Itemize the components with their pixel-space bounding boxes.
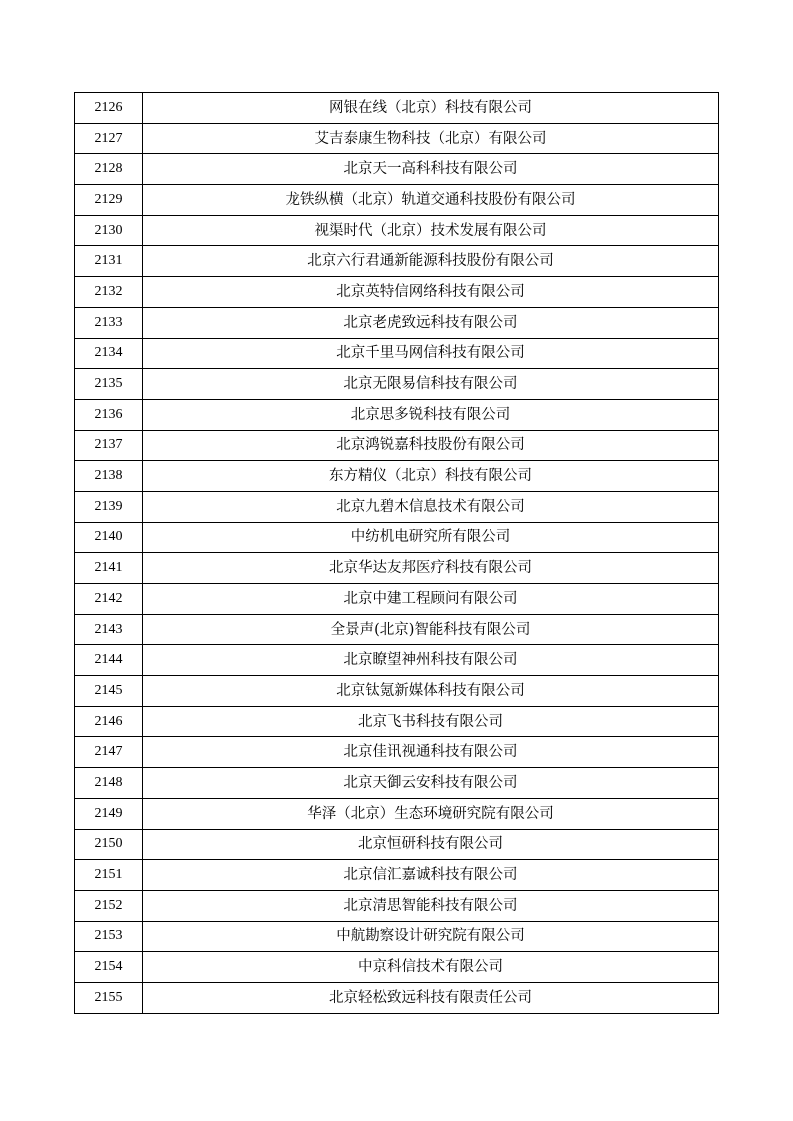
table-body bbox=[75, 93, 719, 1014]
company-name-cell: 视渠时代（北京）技术发展有限公司 bbox=[143, 215, 719, 246]
table-row bbox=[75, 246, 719, 277]
company-name-cell: 北京中建工程顾问有限公司 bbox=[143, 584, 719, 615]
table-row bbox=[75, 522, 719, 553]
row-number-cell: 2140 bbox=[75, 522, 143, 553]
row-number-cell: 2151 bbox=[75, 860, 143, 891]
table-row bbox=[75, 706, 719, 737]
company-name-cell: 北京九碧木信息技术有限公司 bbox=[143, 491, 719, 522]
row-number-cell: 2130 bbox=[75, 215, 143, 246]
table-row bbox=[75, 307, 719, 338]
table-row bbox=[75, 338, 719, 369]
table-row bbox=[75, 123, 719, 154]
row-number-cell: 2154 bbox=[75, 952, 143, 983]
table-row bbox=[75, 829, 719, 860]
company-name-cell: 北京飞书科技有限公司 bbox=[143, 706, 719, 737]
table-row bbox=[75, 399, 719, 430]
row-number-cell: 2144 bbox=[75, 645, 143, 676]
company-list-table bbox=[74, 92, 719, 1014]
row-number-cell: 2139 bbox=[75, 491, 143, 522]
company-name-cell: 中京科信技术有限公司 bbox=[143, 952, 719, 983]
company-name-cell: 中航勘察设计研究院有限公司 bbox=[143, 921, 719, 952]
company-name-cell: 艾吉泰康生物科技（北京）有限公司 bbox=[143, 123, 719, 154]
row-number-cell: 2127 bbox=[75, 123, 143, 154]
company-name-cell: 北京华达友邦医疗科技有限公司 bbox=[143, 553, 719, 584]
company-name-cell: 北京清思智能科技有限公司 bbox=[143, 890, 719, 921]
row-number-cell: 2135 bbox=[75, 369, 143, 400]
table-row bbox=[75, 215, 719, 246]
row-number-cell: 2141 bbox=[75, 553, 143, 584]
row-number-cell: 2148 bbox=[75, 768, 143, 799]
table-row bbox=[75, 491, 719, 522]
company-name-cell: 网银在线（北京）科技有限公司 bbox=[143, 93, 719, 124]
row-number-cell: 2153 bbox=[75, 921, 143, 952]
table-row bbox=[75, 921, 719, 952]
row-number-cell: 2134 bbox=[75, 338, 143, 369]
table-row bbox=[75, 584, 719, 615]
table-row bbox=[75, 982, 719, 1013]
table-row bbox=[75, 553, 719, 584]
row-number-cell: 2147 bbox=[75, 737, 143, 768]
table-row bbox=[75, 614, 719, 645]
table-row bbox=[75, 860, 719, 891]
table-row bbox=[75, 768, 719, 799]
table-row bbox=[75, 93, 719, 124]
row-number-cell: 2143 bbox=[75, 614, 143, 645]
row-number-cell: 2152 bbox=[75, 890, 143, 921]
company-name-cell: 北京六行君通新能源科技股份有限公司 bbox=[143, 246, 719, 277]
table-row bbox=[75, 369, 719, 400]
row-number-cell: 2137 bbox=[75, 430, 143, 461]
row-number-cell: 2133 bbox=[75, 307, 143, 338]
company-name-cell: 北京瞭望神州科技有限公司 bbox=[143, 645, 719, 676]
table-row bbox=[75, 645, 719, 676]
company-name-cell: 龙铁纵横（北京）轨道交通科技股份有限公司 bbox=[143, 185, 719, 216]
company-name-cell: 华泽（北京）生态环境研究院有限公司 bbox=[143, 798, 719, 829]
table-row bbox=[75, 185, 719, 216]
company-name-cell: 北京钛氪新媒体科技有限公司 bbox=[143, 676, 719, 707]
table-row bbox=[75, 737, 719, 768]
row-number-cell: 2142 bbox=[75, 584, 143, 615]
company-name-cell: 北京英特信网络科技有限公司 bbox=[143, 277, 719, 308]
table-row bbox=[75, 952, 719, 983]
row-number-cell: 2129 bbox=[75, 185, 143, 216]
company-name-cell: 中纺机电研究所有限公司 bbox=[143, 522, 719, 553]
row-number-cell: 2128 bbox=[75, 154, 143, 185]
table-row bbox=[75, 890, 719, 921]
company-name-cell: 北京千里马网信科技有限公司 bbox=[143, 338, 719, 369]
row-number-cell: 2146 bbox=[75, 706, 143, 737]
company-name-cell: 北京信汇嘉诚科技有限公司 bbox=[143, 860, 719, 891]
company-name-cell: 北京思多锐科技有限公司 bbox=[143, 399, 719, 430]
company-name-cell: 北京佳讯视通科技有限公司 bbox=[143, 737, 719, 768]
row-number-cell: 2131 bbox=[75, 246, 143, 277]
row-number-cell: 2138 bbox=[75, 461, 143, 492]
row-number-cell: 2145 bbox=[75, 676, 143, 707]
row-number-cell: 2136 bbox=[75, 399, 143, 430]
row-number-cell: 2150 bbox=[75, 829, 143, 860]
company-name-cell: 北京老虎致远科技有限公司 bbox=[143, 307, 719, 338]
table-row bbox=[75, 277, 719, 308]
company-name-cell: 全景声(北京)智能科技有限公司 bbox=[143, 614, 719, 645]
table-row bbox=[75, 461, 719, 492]
row-number-cell: 2155 bbox=[75, 982, 143, 1013]
company-name-cell: 北京天一高科科技有限公司 bbox=[143, 154, 719, 185]
company-name-cell: 北京恒研科技有限公司 bbox=[143, 829, 719, 860]
company-name-cell: 东方精仪（北京）科技有限公司 bbox=[143, 461, 719, 492]
table-row bbox=[75, 154, 719, 185]
table-row bbox=[75, 430, 719, 461]
row-number-cell: 2126 bbox=[75, 93, 143, 124]
table-row bbox=[75, 798, 719, 829]
company-name-cell: 北京无限易信科技有限公司 bbox=[143, 369, 719, 400]
row-number-cell: 2149 bbox=[75, 798, 143, 829]
company-name-cell: 北京鸿锐嘉科技股份有限公司 bbox=[143, 430, 719, 461]
row-number-cell: 2132 bbox=[75, 277, 143, 308]
company-name-cell: 北京天御云安科技有限公司 bbox=[143, 768, 719, 799]
company-name-cell: 北京轻松致远科技有限责任公司 bbox=[143, 982, 719, 1013]
table-row bbox=[75, 676, 719, 707]
